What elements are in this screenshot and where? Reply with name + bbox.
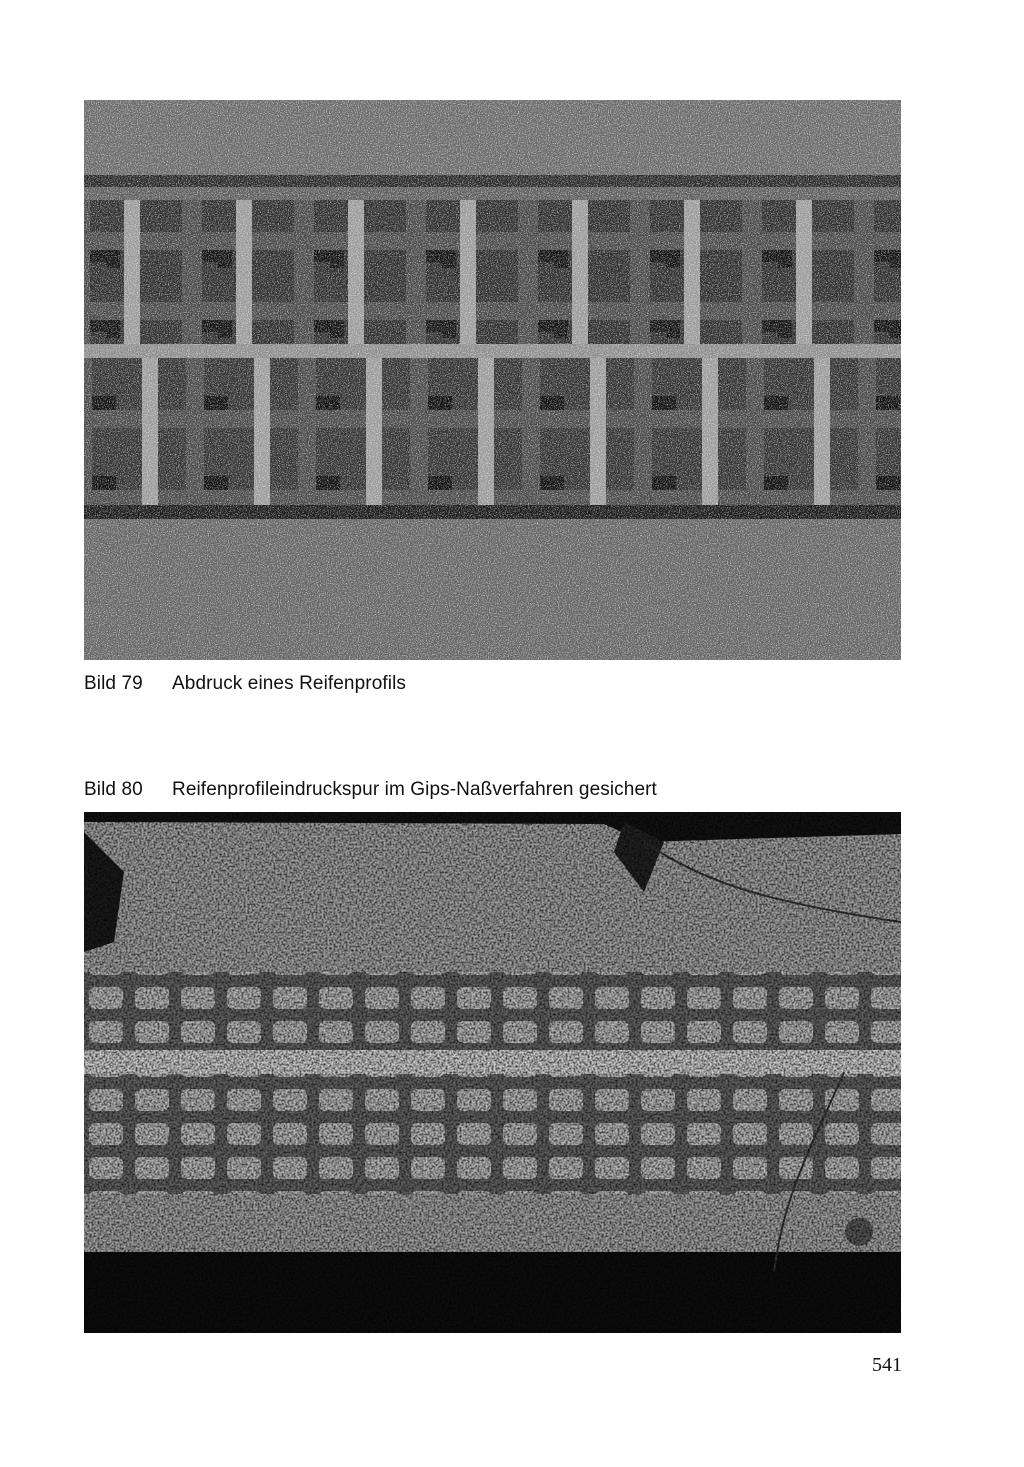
page-number: 541 (872, 1354, 902, 1376)
figure-80-text: Reifenprofileindruckspur im Gips-Naßverfahren gesichert (172, 779, 657, 800)
figure-80-caption (84, 778, 657, 802)
figure-79-label: Bild 79 (84, 673, 143, 694)
figure-79-caption (84, 672, 406, 696)
tire-tread-imprint-photo (84, 100, 901, 660)
figure-79-text: Abdruck eines Reifenprofils (172, 673, 406, 694)
plaster-cast-tire-track-photo (84, 812, 901, 1333)
figure-80-label: Bild 80 (84, 779, 143, 800)
